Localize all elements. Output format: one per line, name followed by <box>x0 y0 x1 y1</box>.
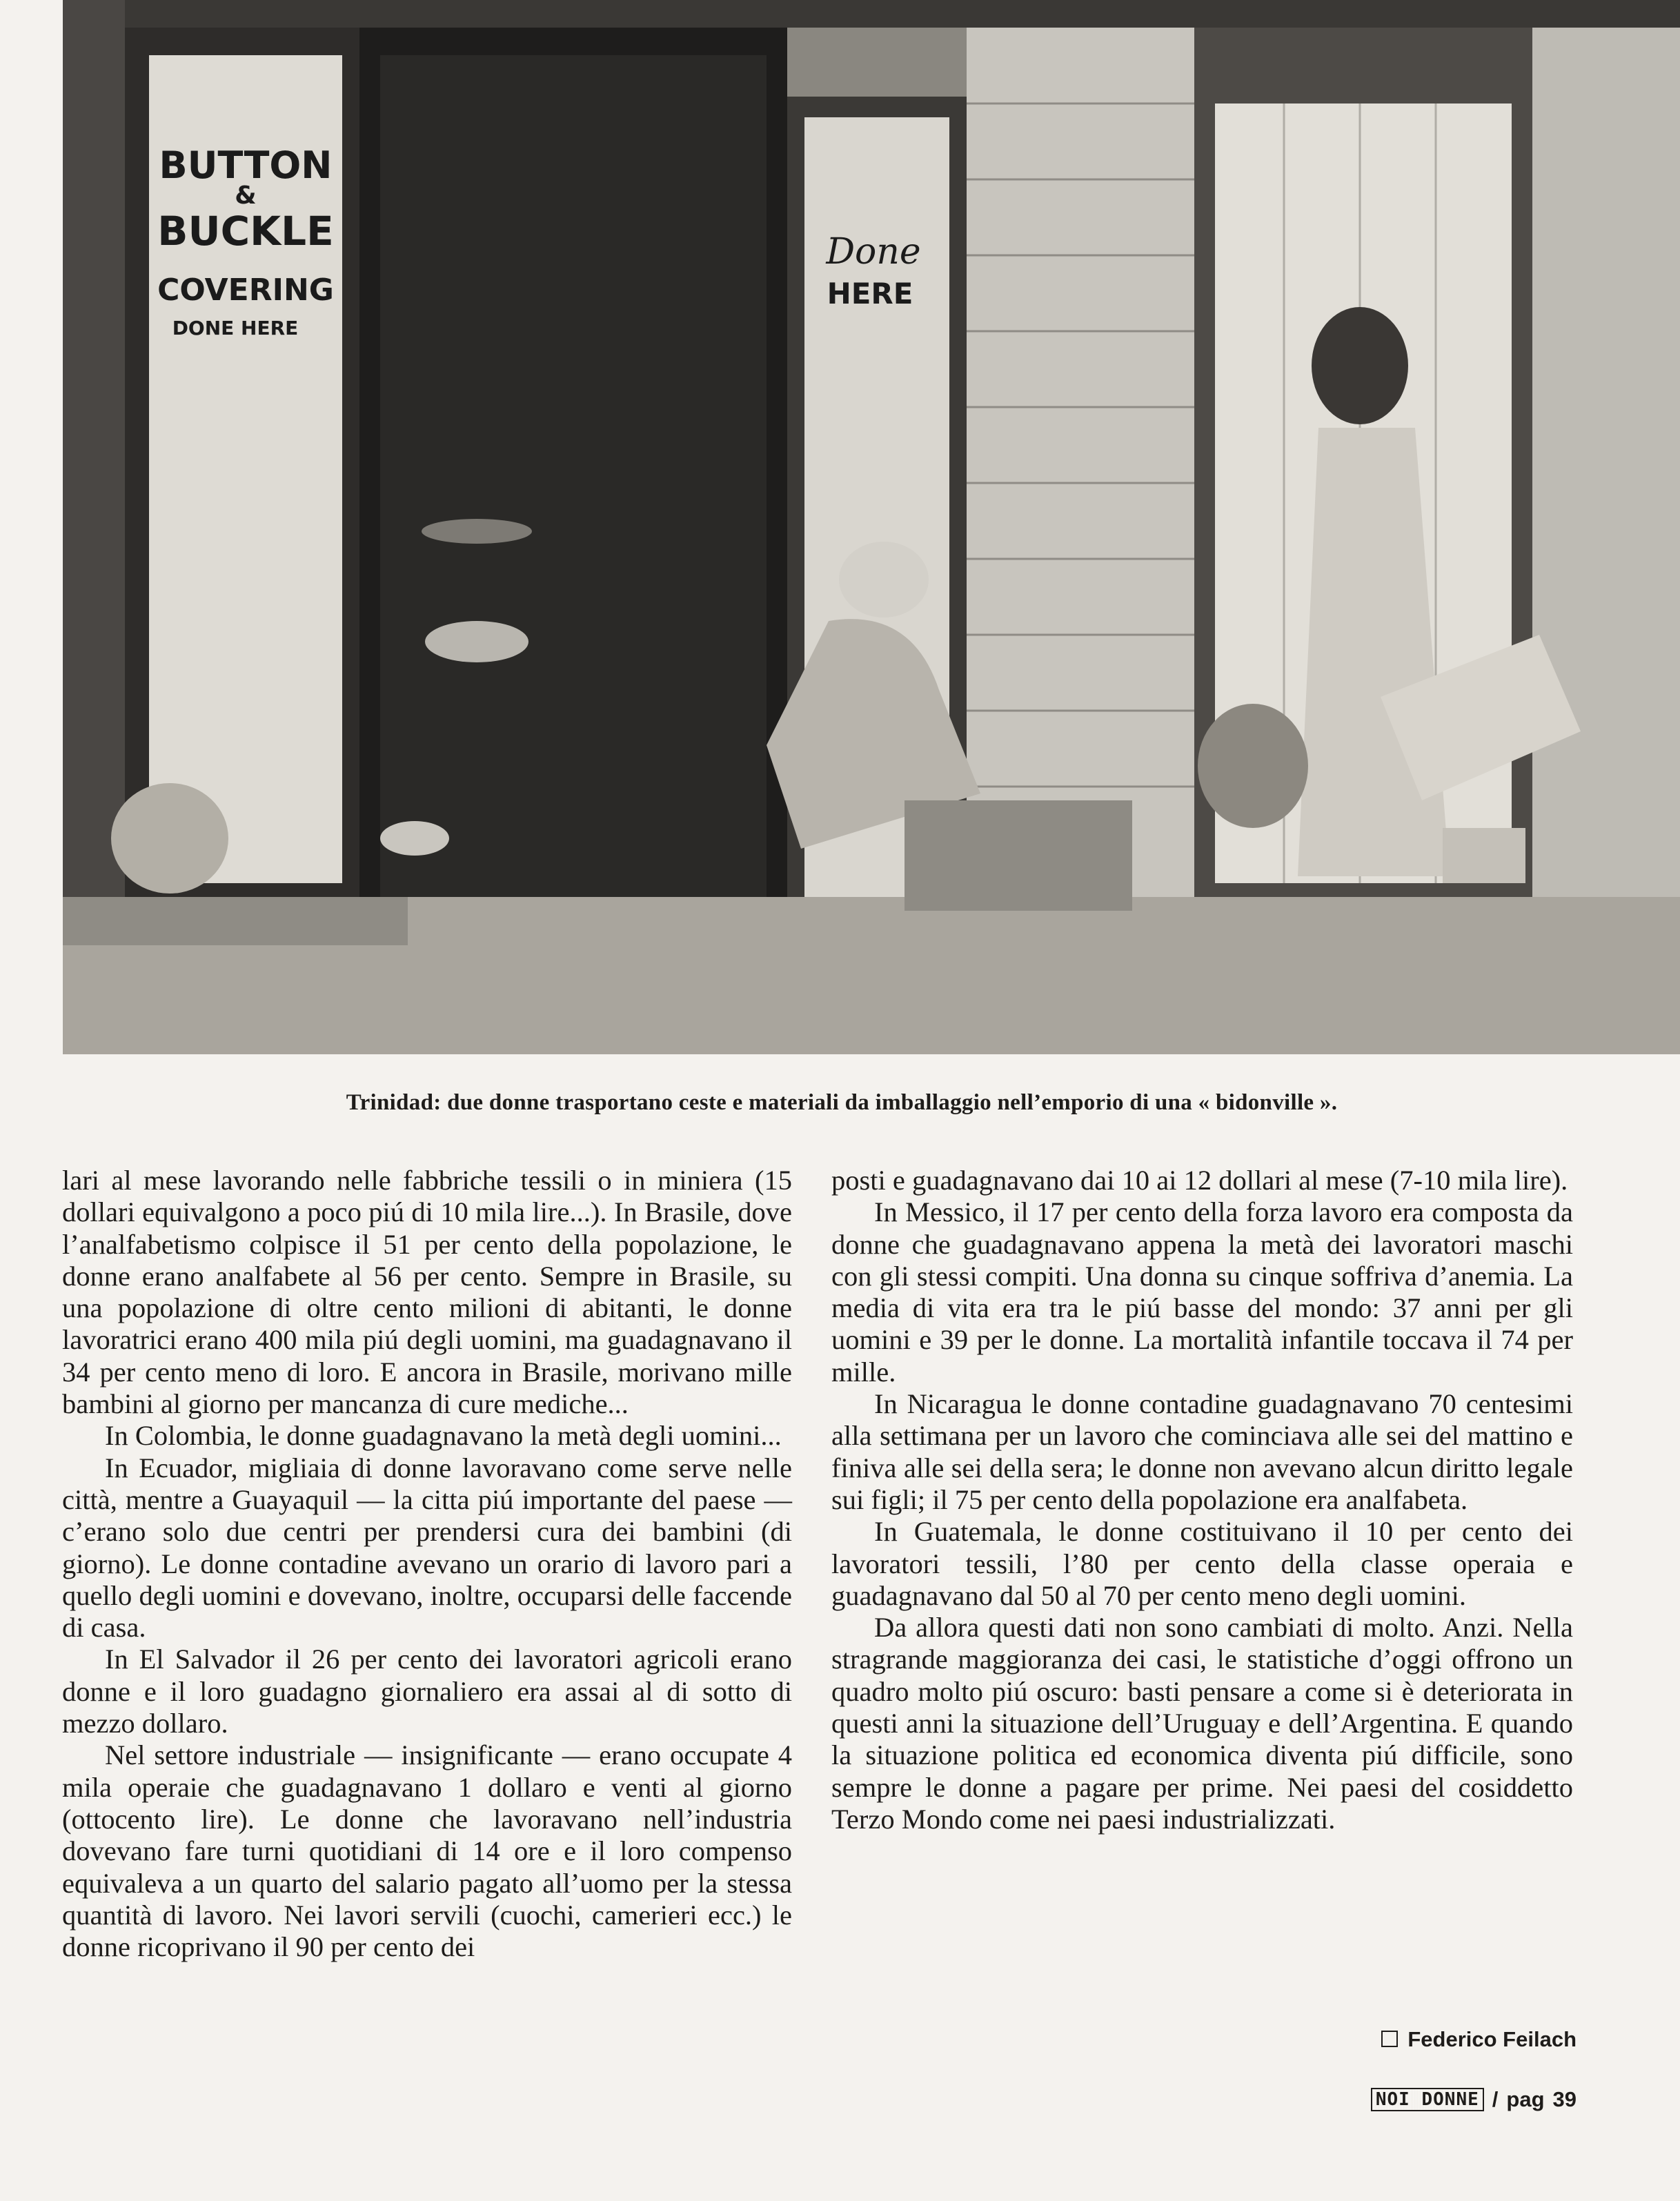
footer-separator: / <box>1492 2087 1499 2111</box>
trinidad-photo <box>63 0 1680 1054</box>
paragraph: In Colombia, le donne guadagnavano la metà degli uomini... <box>105 1420 782 1452</box>
article-right-column <box>831 1165 1573 1835</box>
photo-illustration <box>63 0 1680 1054</box>
paragraph: posti e guadagnavano dai 10 ai 12 dollari al mese (7-10 mila lire). <box>831 1165 1568 1196</box>
paragraph: In El Salvador il 26 per cento dei lavoratori agricoli erano donne e il loro guadagno giornaliero era assai al di sotto di mezzo dollaro. <box>62 1644 792 1739</box>
sign-left-line-2: & <box>235 181 257 210</box>
page-number: 39 <box>1552 2087 1577 2111</box>
sign-left-line-4: COVERING <box>157 273 334 308</box>
sign-middle-line-1: Done <box>826 231 921 273</box>
magazine-logo: NOI DONNE <box>1371 2088 1484 2111</box>
paragraph: In Messico, il 17 per cento della forza lavoro era composta da donne che guadagnavano appena la metà dei lavoratori maschi con gli stessi compiti. Una donna su cinque soffriva d’anemia. La media di vita era tra le piú basse del mondo: 37 anni per gli uomini e 39 per le donne. La mortalità infantile toccava il 74 per mille. <box>831 1196 1573 1388</box>
sign-middle-line-2: HERE <box>827 277 913 310</box>
paragraph: In Guatemala, le donne costituivano il 10 per cento dei lavoratori tessili, l’80 per cento della classe operaia e guadagnavano dal 50 al 70 per cento meno degli uomini. <box>831 1516 1573 1611</box>
sign-left-line-5: DONE HERE <box>172 317 299 339</box>
article-left-column <box>62 1165 792 1963</box>
sign-left-line-1: BUTTON <box>159 144 333 187</box>
paragraph: Nel settore industriale — insignificante — erano occupate 4 mila operaie che guadagnavano 1 dollaro e venti al giorno (ottocento lire). Le donne che lavoravano nell’industria dovevano fare turni quotidiani di 14 ore e il loro compenso equivaleva a un quarto del salario pagato all’uomo per la stessa quantità di lavoro. Nei lavori servili (cuochi, camerieri ecc.) le donne ricoprivano il 90 per cento dei <box>62 1739 792 1963</box>
paragraph: lari al mese lavorando nelle fabbriche tessili o in miniera (15 dollari equivalgono a poco piú di 10 mila lire...). In Brasile, dove l’analfabetismo colpisce il 51 per cento della popolazione, le donne erano analfabete al 56 per cento. Sempre in Brasile, su una popolazione di oltre cento milioni di abitanti, le donne lavoratrici erano 400 mila piú degli uomini, ma guadagnavano il 34 per cento meno di loro. E ancora in Brasile, morivano mille bambini al giorno per mancanza di cure mediche... <box>62 1165 792 1420</box>
photo-caption: Trinidad: due donne trasportano ceste e materiali da imballaggio nell’emporio di una « bidonville ». <box>346 1090 1338 1115</box>
sign-left-line-3: BUCKLE <box>157 208 334 255</box>
paragraph: Da allora questi dati non sono cambiati di molto. Anzi. Nella stragrande maggioranza dei casi, le statistiche d’oggi offrono un quadro molto piú oscuro: basti pensare a come si è deteriorata in questi anni la situazione dell’Uruguay e dell’Argentina. E quando la situazione politica ed economica diventa piú difficile, sono sempre le donne a pagare per prime. Nei paesi del cosiddetto Terzo Mondo come nei paesi industrializzati. <box>831 1612 1573 1835</box>
square-bullet-icon <box>1381 2031 1398 2047</box>
paragraph: In Nicaragua le donne contadine guadagnavano 70 centesimi alla settimana per un lavoro che cominciava alle sei del mattino e finiva alle sei della sera; le donne non avevano alcun diritto legale sui figli; il 75 per cento della popolazione era analfabeta. <box>831 1388 1573 1515</box>
author-name: Federico Feilach <box>1407 2027 1577 2051</box>
page-footer <box>1371 2087 1577 2112</box>
paragraph: In Ecuador, migliaia di donne lavoravano come serve nelle città, mentre a Guayaquil — la citta piú importante del paese — c’erano solo due centri per prendersi cura dei bambini (di giorno). Le donne contadine avevano un orario di lavoro pari a quello degli uomini e dovevano, inoltre, occuparsi delle faccende di casa. <box>62 1452 792 1644</box>
page-label: pag <box>1506 2087 1545 2111</box>
author-signature <box>1381 2027 1577 2052</box>
